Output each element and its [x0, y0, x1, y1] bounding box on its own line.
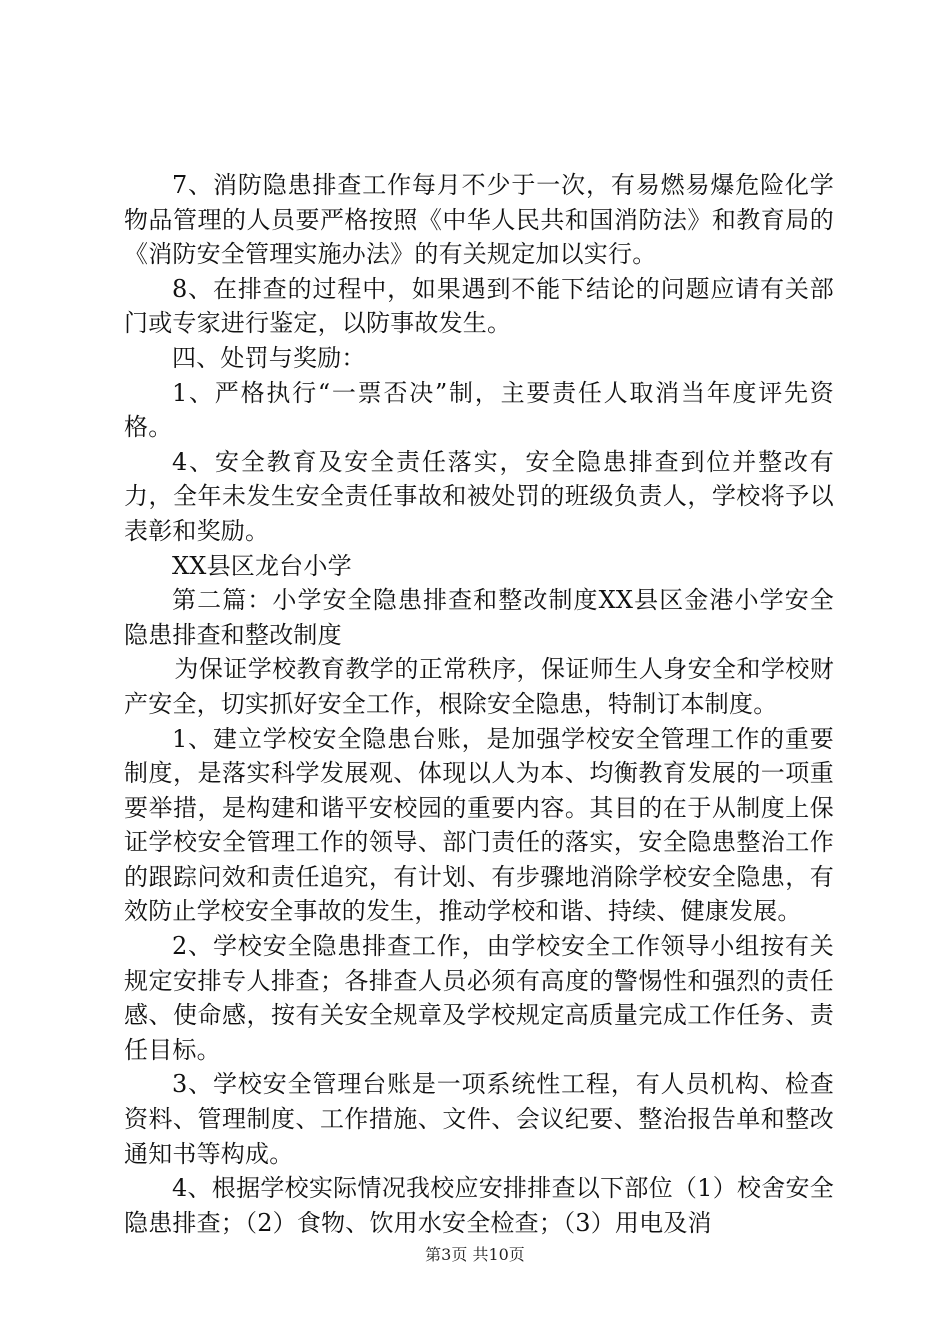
- paragraph-7: 7、消防隐患排查工作每月不少于一次，有易燃易爆危险化学物品管理的人员要严格按照《中华人民共和国消防法》和教育局的《消防安全管理实施办法》的有关规定加以实行。: [124, 171, 834, 269]
- school-signature: XX县区龙台小学: [172, 551, 352, 580]
- page-number: 第3页 共10页: [425, 1245, 525, 1264]
- paragraph-rule-4: 4、根据学校实际情况我校应安排排查以下部位（1）校舍安全隐患排查；（2）食物、饮用水安全检查；（3）用电及消: [124, 1174, 834, 1237]
- paragraph-reward-4: 4、安全教育及安全责任落实，安全隐患排查到位并整改有力，全年未发生安全责任事故和被处罚的班级负责人，学校将予以表彰和奖励。: [124, 447, 834, 545]
- section-heading-penalty-reward: 四、处罚与奖励：: [172, 343, 366, 372]
- second-article-title: 第二篇：小学安全隐患排查和整改制度XX县区金港小学安全隐患排查和整改制度: [124, 586, 834, 649]
- paragraph-penalty-1: 1、严格执行“一票否决”制，主要责任人取消当年度评先资格。: [124, 378, 834, 442]
- document-body: [124, 168, 834, 1240]
- page-footer: [0, 1244, 950, 1266]
- paragraph-rule-2: 2、学校安全隐患排查工作，由学校安全工作领导小组按有关规定安排专人排查；各排查人员必须有高度的警惕性和强烈的责任感、使命感，按有关安全规章及学校规定高质量完成工作任务、责任目标。: [124, 932, 834, 1064]
- paragraph-intro: 为保证学校教育教学的正常秩序，保证师生人身安全和学校财产安全，切实抓好安全工作，根除安全隐患，特制订本制度。: [124, 655, 834, 718]
- paragraph-rule-3: 3、学校安全管理台账是一项系统性工程，有人员机构、检查资料、管理制度、工作措施、文件、会议纪要、整治报告单和整改通知书等构成。: [124, 1070, 834, 1168]
- paragraph-rule-1: 1、建立学校安全隐患台账，是加强学校安全管理工作的重要制度，是落实科学发展观、体现以人为本、均衡教育发展的一项重要举措，是构建和谐平安校园的重要内容。其目的在于从制度上保证学校安全管理工作的领导、部门责任的落实，安全隐患整治工作的跟踪问效和责任追究，有计划、有步骤地消除学校安全隐患，有效防止学校安全事故的发生，推动学校和谐、持续、健康发展。: [124, 724, 834, 926]
- paragraph-8: 8、在排查的过程中，如果遇到不能下结论的问题应请有关部门或专家进行鉴定，以防事故发生。: [124, 274, 834, 338]
